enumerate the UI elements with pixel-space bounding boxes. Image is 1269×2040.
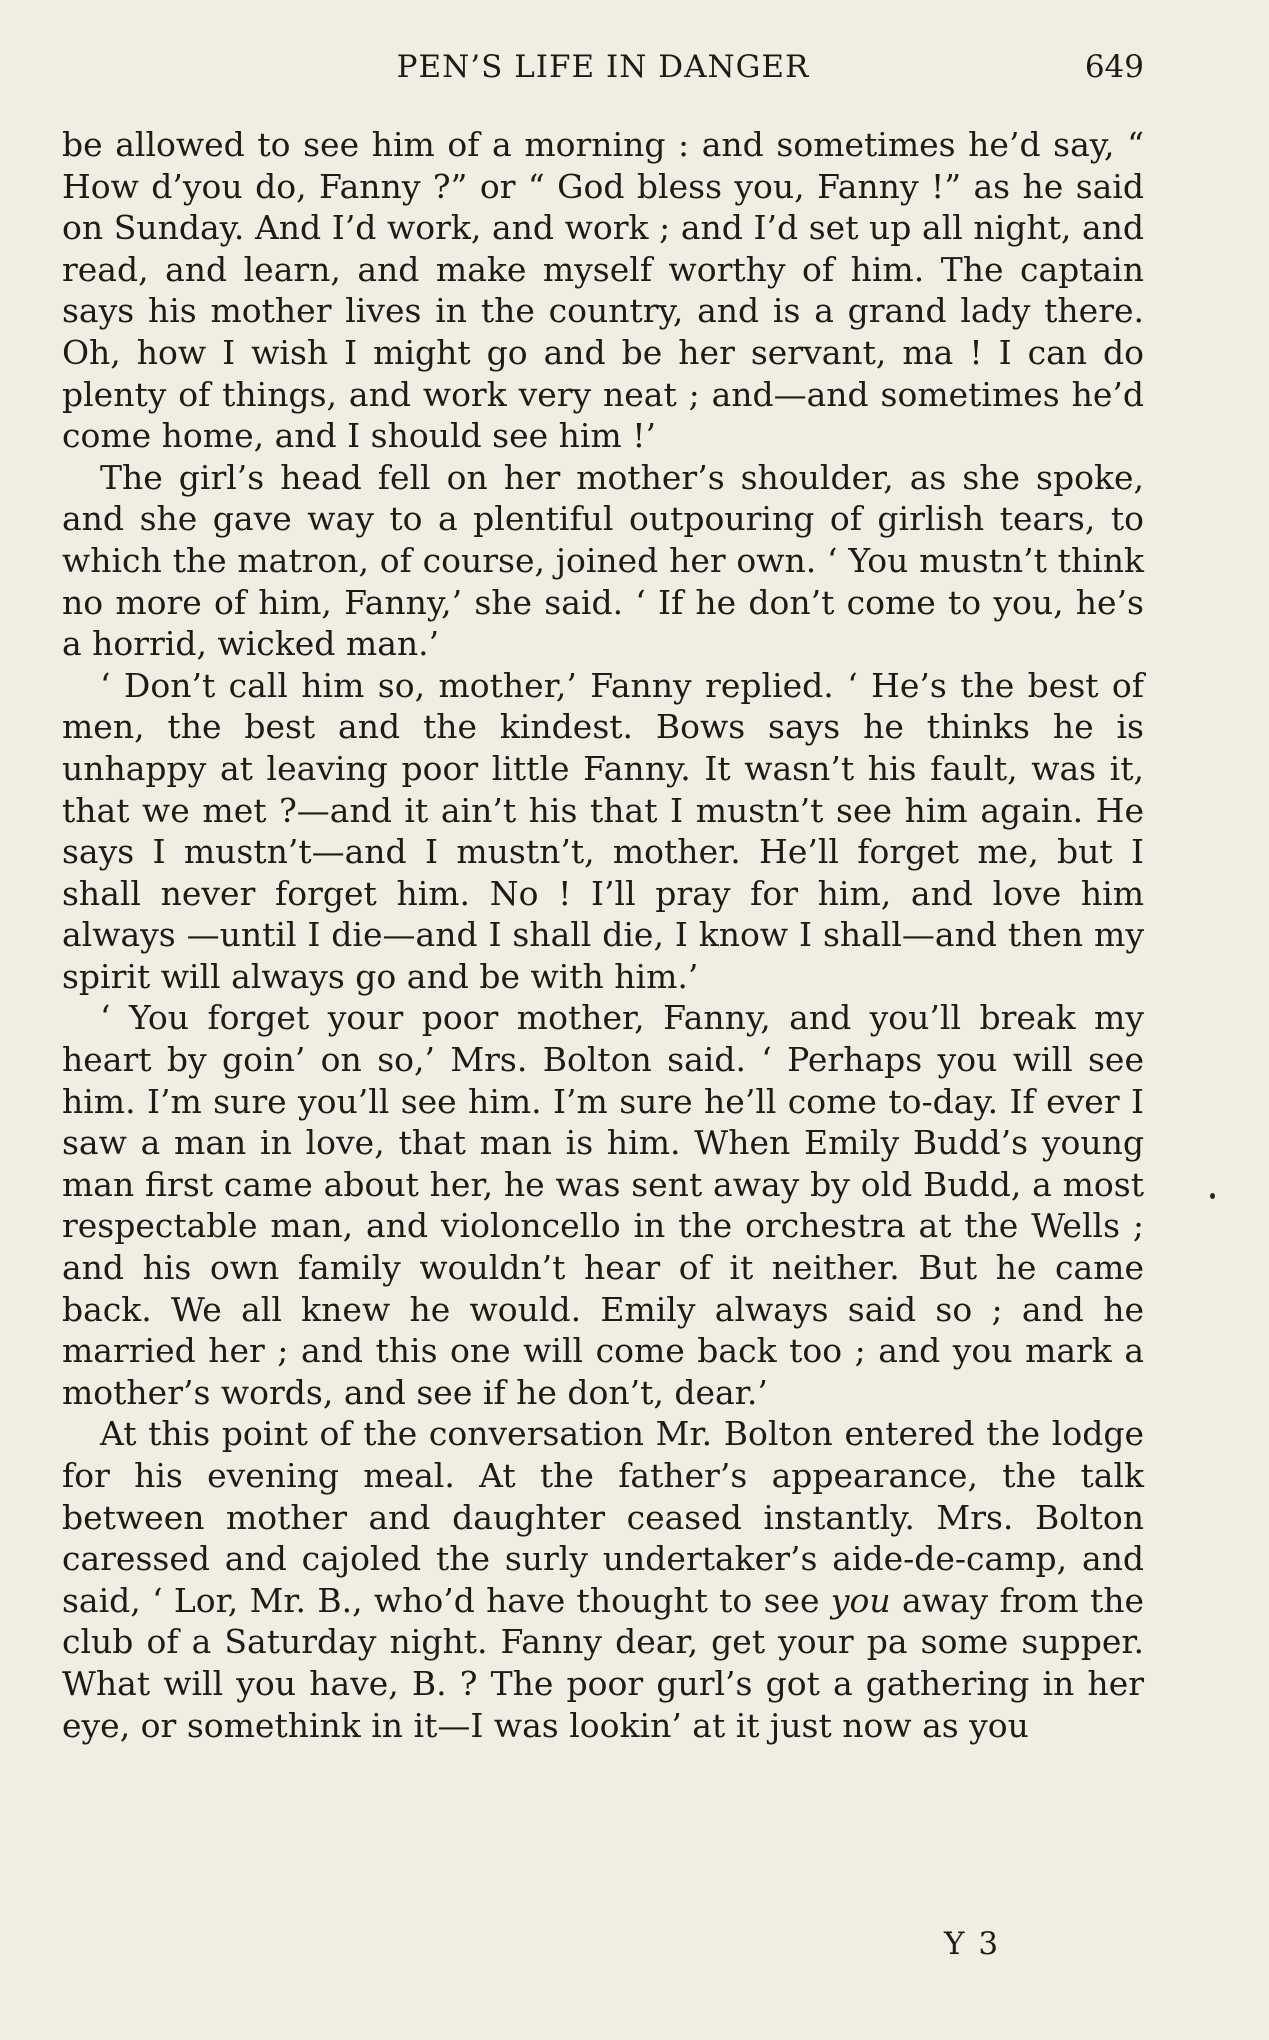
page-number: 649	[1084, 49, 1144, 85]
paragraph	[62, 1413, 1144, 1746]
paragraph: ‘ You forget your poor mother, Fanny, and you’ll break my heart by goin’ on so,’ Mrs. Bolton said. ‘ Perhaps you will see him. I’m sure you’ll see him. I’m sure he’ll come to-day. If ever I saw a man in love, that man is him. When Emily Budd’s young man first came about her, he was sent away by old Budd, a most respectable man, and violoncello in the orchestra at the Wells ; and his own family wouldn’t hear of it neither. But he came back. We all knew he would. Emily always said so ; and he married her ; and this one will come back too ; and you mark a mother’s words, and see if he don’t, dear.’	[62, 998, 1144, 1412]
body-text	[62, 124, 1144, 1746]
signature-mark: Y 3	[944, 1926, 1001, 1962]
running-title: PEN’S LIFE IN DANGER	[396, 49, 810, 85]
paragraph: The girl’s head fell on her mother’s shoulder, as she spoke, and she gave way to a plentiful outpouring of girlish tears, to which the matron, of course, joined her own. ‘ You mustn’t think no more of him, Fanny,’ she said. ‘ If he don’t come to you, he’s a horrid, wicked man.’	[62, 457, 1144, 664]
ink-speck	[1210, 1193, 1215, 1199]
paragraph: be allowed to see him of a morning : and sometimes he’d say, “ How d’you do, Fanny ?” or “ God bless you, Fanny !” as he said on Sunday. And I’d work, and work ; and I’d set up all night, and read, and learn, and make myself worthy of him. The captain says his mother lives in the country, and is a grand lady there. Oh, how I wish I might go and be her servant, ma ! I can do plenty of things, and work very neat ; and—and sometimes he’d come home, and I should see him !’	[62, 125, 1144, 456]
paragraph-text: away from the club of a Saturday night. Fanny dear, get your pa some supper. What will you have, B. ? The poor gurl’s got a gathering in her eye, or somethink in it—I was lookin’ at it just now as you	[62, 1580, 1144, 1745]
page-header	[62, 44, 1144, 90]
paragraph-text: At this point of the conversation Mr. Bolton entered the lodge for his evening meal. At the father’s appearance, the talk between mother and daughter ceased instantly. Mrs. Bolton caressed and cajoled the surly undertaker’s aide-de-camp, and said, ‘ Lor, Mr. B., who’d have thought to see	[62, 1414, 1144, 1620]
paragraph: ‘ Don’t call him so, mother,’ Fanny replied. ‘ He’s the best of men, the best and the kindest. Bows says he thinks he is unhappy at leaving poor little Fanny. It wasn’t his fault, was it, that we met ?—and it ain’t his that I mustn’t see him again. He says I mustn’t—and I mustn’t, mother. He’ll forget me, but I shall never forget him. No ! I’ll pray for him, and love him always —until I die—and I shall die, I know I shall—and then my spirit will always go and be with him.’	[62, 665, 1144, 996]
emphasized-word: you	[830, 1580, 891, 1620]
